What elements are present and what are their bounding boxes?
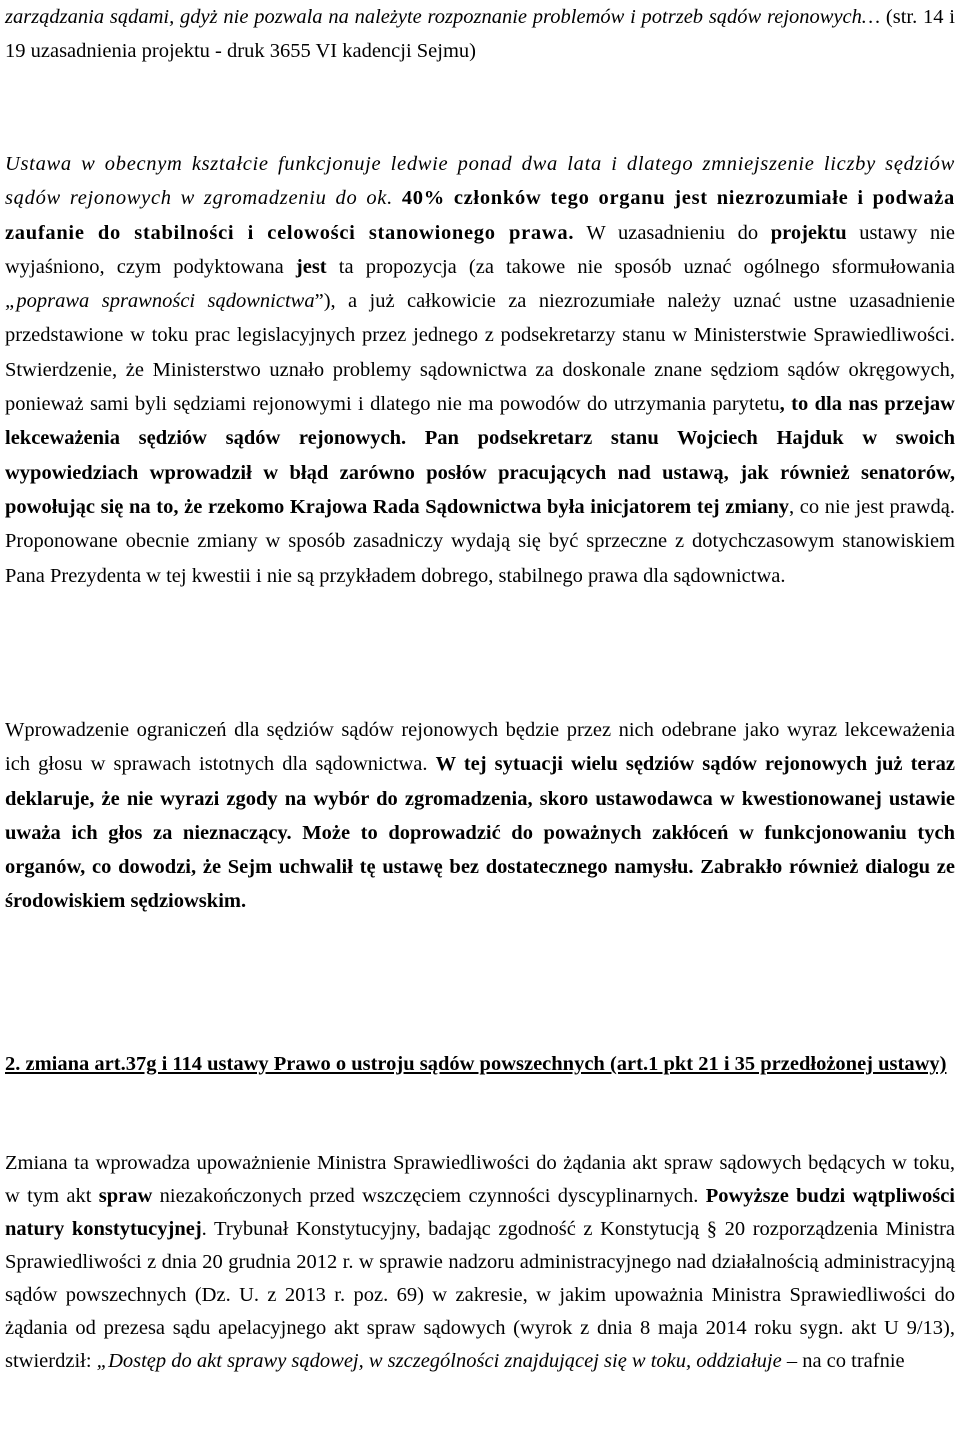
p4-run: niezakończonych przed wszczęciem czynności dyscyplinarnych. [152,1185,706,1207]
paragraph-minister-access [5,1147,955,1378]
p2-run: ustawy nie wyjaśniono, czym podyktowana [5,221,955,278]
p2-run: Ustawa w obecnym kształcie funkcjonuje ledwie ponad dwa lata i dlatego zmniejszenie liczby sędziów sądów rejonowych w zgromadzeniu do ok. [5,153,955,210]
p2-run: projektu [770,221,847,244]
p2-run: W uzasadnieniu do [574,221,771,244]
paragraph-quote-continuation [5,0,955,68]
p2-run: , to dla nas przejaw lekceważenia sędziów sądów rejonowych. Pan podsekretarz stanu Wojciech Hajduk w swoich wypowiedziach wprowadził w błąd zarówno posłów pracujących nad ustawą, jak również senatorów, powołując się na to, że rzekomo Krajowa Rada Sądownictwa była inicjatorem tej zmiany [5,393,955,518]
p3-run: W tej sytuacji wielu sędziów sądów rejonowych już teraz deklaruje, że nie wyrazi zgody na wybór do zgromadzenia, skoro ustawodawca w kwestionowanej ustawie uważa ich głos za nieznaczący. Może to doprowadzić do poważnych zakłóceń w funkcjonowaniu tych organów, co dowodzi, że Sejm uchwalił tę ustawę bez dostatecznego namysłu. Zabrakło również dialogu ze środowiskiem sędziowskim. [5,753,955,913]
p4-run: . Trybunał Konstytucyjny, badając zgodność z Konstytucją § 20 rozporządzenia Ministra Sprawiedliwości z dnia 20 grudnia 2012 r. w sprawie nadzoru administracyjnego nad działalnością administracyjną sądów powszechnych (Dz. U. z 2013 r. poz. 69) w zakresie, w jakim upoważnia Ministra Sprawiedliwości do żądania od prezesa sądu apelacyjnego akt spraw sądowych (wyrok z dnia 8 maja 2014 roku sygn. akt U 9/13), stwierdził: [5,1218,955,1372]
p4-run: „Dostęp do akt sprawy sądowej, w szczególności znajdującej się w toku, oddziałuje [96,1350,782,1372]
p4-run: – na co trafnie [781,1350,905,1372]
p2-run: „poprawa sprawności sądownictwa [5,290,315,313]
heading2-run: 2. zmiana art.37g i 114 ustawy Prawo o ustroju sądów powszechnych (art.1 pkt 21 i 35 przedłożonej ustawy) [5,1053,947,1075]
paragraph-term-critique [5,147,955,593]
paragraph-restrictions [5,713,955,919]
section-heading-2 [5,1047,955,1081]
p2-run: 40% członków tego organu jest niezrozumiałe i podważa zaufanie do stabilności i celowości stanowionego prawa. [5,187,955,244]
p4-run: Zmiana ta wprowadza upoważnienie Ministra Sprawiedliwości do żądania akt spraw sądowych będących w toku, w tym akt [5,1152,955,1207]
p3-run: Wprowadzenie ograniczeń dla sędziów sądów rejonowych będzie przez nich odebrane jako wyraz lekceważenia ich głosu w sprawach istotnych dla sądownictwa. [5,719,955,776]
p2-run: ta propozycja (za takowe nie sposób uznać ogólnego sformułowania [326,255,955,278]
p2-run: , co nie jest prawdą. Proponowane obecnie zmiany w sposób zasadniczy wydają się być sprzeczne z dotychczasowym stanowiskiem Pana Prezydenta w tej kwestii i nie są przykładem dobrego, stabilnego prawa dla sądownictwa. [5,495,955,587]
p4-run: spraw [98,1185,153,1207]
p4-run: Powyższe budzi wątpliwości natury konstytucyjnej [5,1185,955,1240]
p1-run: zarządzania sądami, gdyż nie pozwala na należyte rozpoznanie problemów i potrzeb sądów rejonowych… [5,6,886,28]
p1-run: (str. 14 i 19 uzasadnienia projektu - druk 3655 VI kadencji Sejmu) [5,6,955,62]
p2-run: jest [295,255,327,278]
p2-run: ”), a już całkowicie za niezrozumiałe należy uznać ustne uzasadnienie przedstawione w toku prac legislacyjnych przez jednego z podsekretarzy stanu w Ministerstwie Sprawiedliwości. Stwierdzenie, że Ministerstwo uznało problemy sądownictwa za doskonale znane sędziom sądów okręgowych, ponieważ sami byli sędziami rejonowymi i dlatego nie ma powodów do utrzymania parytetu [5,290,955,416]
